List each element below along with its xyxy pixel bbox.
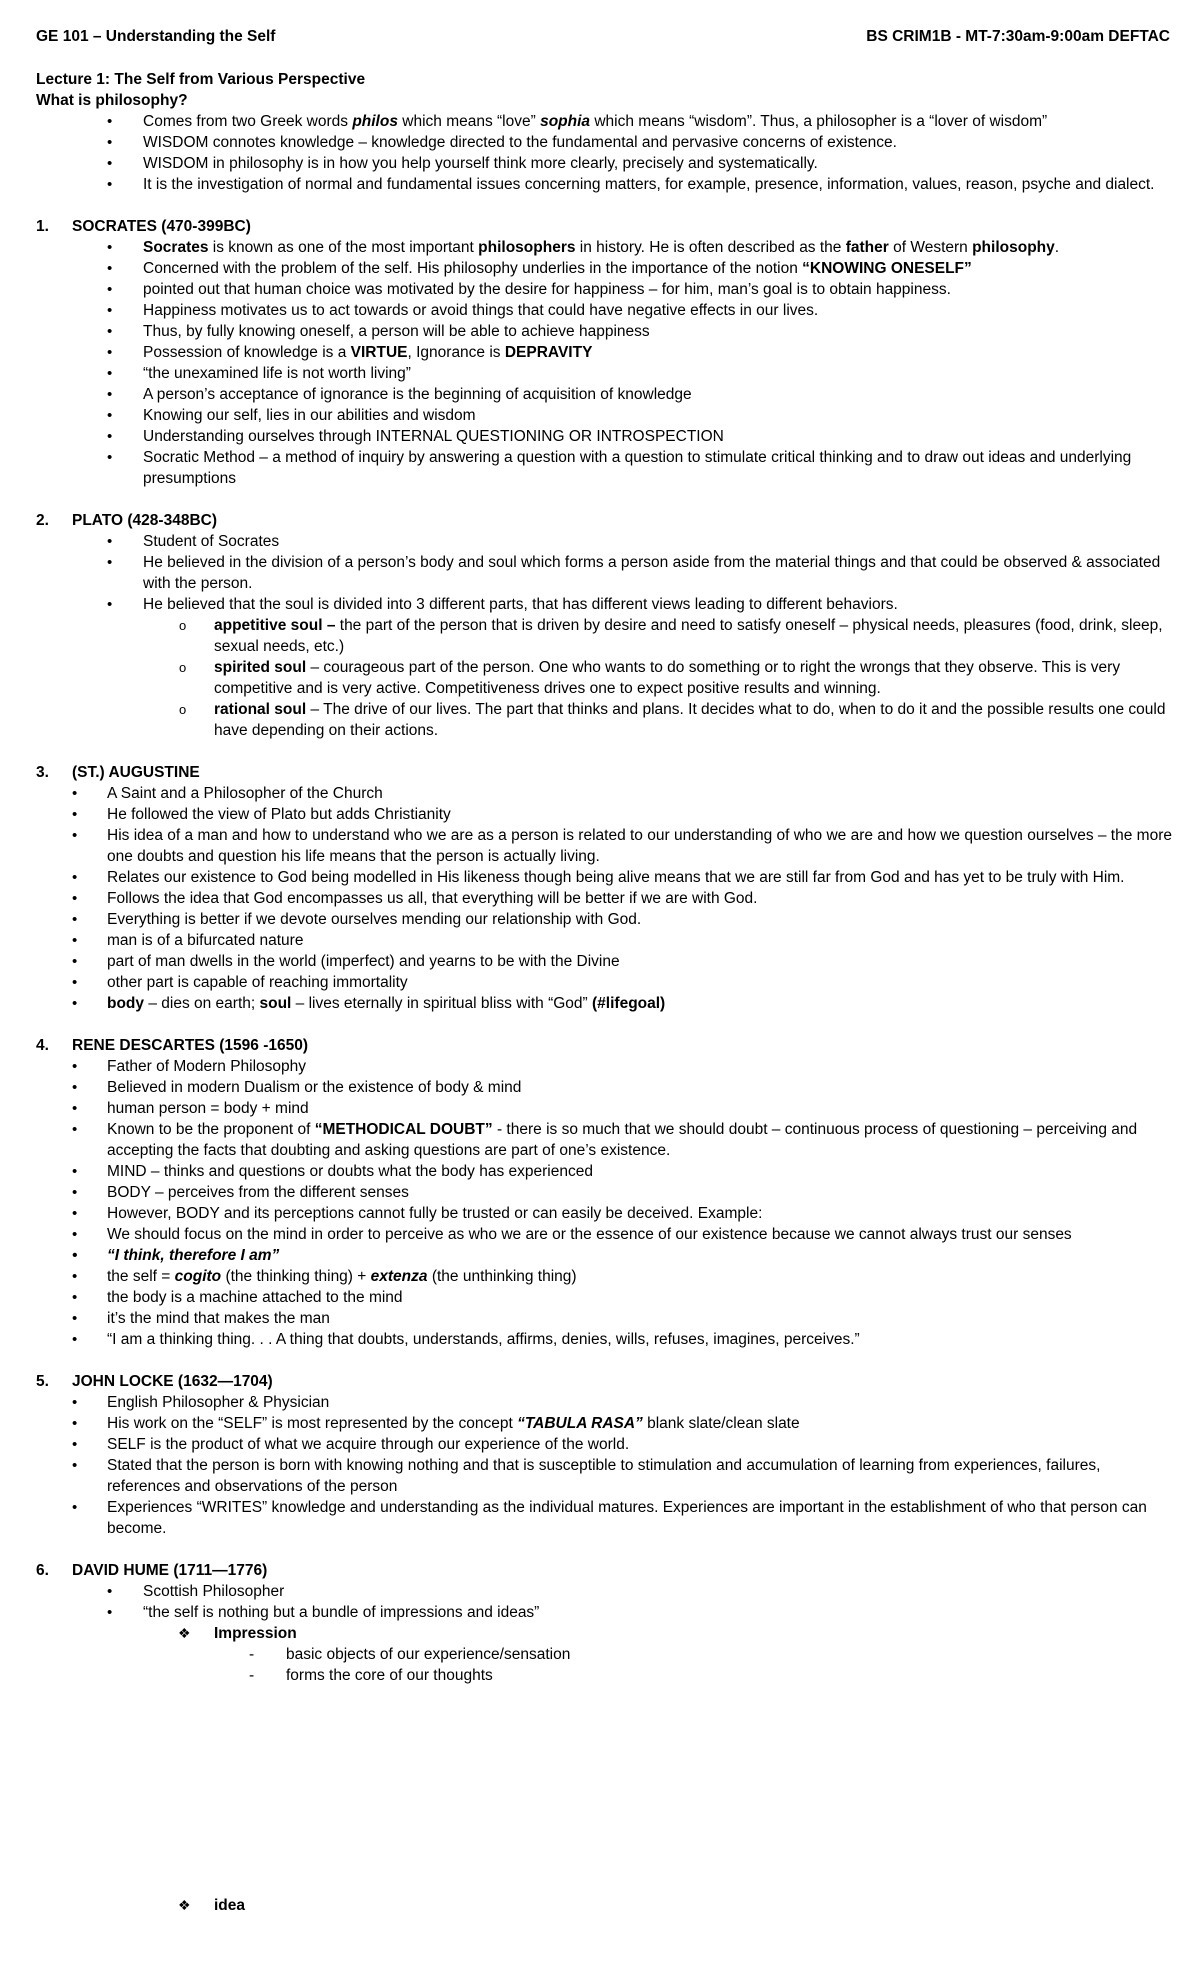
list-item: • His idea of a man and how to understand who we are as a person is related to our understanding of who we are and how we question ourselves – the more one doubts and question his life means that the person is actually living.: [36, 825, 1172, 867]
list-item: • His work on the “SELF” is most represented by the concept “TABULA RASA” blank slate/clean slate: [36, 1413, 1172, 1434]
list-item: • Scottish Philosopher: [36, 1581, 1172, 1602]
list-item: • pointed out that human choice was motivated by the desire for happiness – for him, man’s goal is to obtain happiness.: [36, 279, 1172, 300]
list-item: • Possession of knowledge is a VIRTUE, Ignorance is DEPRAVITY: [36, 342, 1172, 363]
list-item: • the self = cogito (the thinking thing) + extenza (the unthinking thing): [36, 1266, 1172, 1287]
list-item: • Knowing our self, lies in our abilities and wisdom: [36, 405, 1172, 426]
list-item: • Known to be the proponent of “METHODICAL DOUBT” - there is so much that we should doubt – continuous process of questioning – perceiving and accepting the facts that doubting and asking questions are part of one’s existence.: [36, 1119, 1172, 1161]
list-item: • SELF is the product of what we acquire through our experience of the world.: [36, 1434, 1172, 1455]
list-item: • Stated that the person is born with knowing nothing and that is susceptible to stimulation and accumulation of learning from experiences, failures, references and observations of the person: [36, 1455, 1172, 1497]
document-page: [36, 26, 1172, 1916]
section-plato: [36, 510, 1172, 741]
intro-list: [36, 111, 1172, 195]
list-item: • man is of a bifurcated nature: [36, 930, 1172, 951]
list-item: • “the unexamined life is not worth living”: [36, 363, 1172, 384]
list-item: • BODY – perceives from the different senses: [36, 1182, 1172, 1203]
list-item: • Everything is better if we devote ourselves mending our relationship with God.: [36, 909, 1172, 930]
term-sophia: sophia: [540, 113, 591, 130]
section-heading: 1. SOCRATES (470-399BC): [36, 218, 251, 235]
list-item: • the body is a machine attached to the mind: [36, 1287, 1172, 1308]
list-item: • “the self is nothing but a bundle of impressions and ideas”: [36, 1602, 1172, 1623]
course-title: GE 101 – Understanding the Self: [36, 28, 276, 45]
list-item: • However, BODY and its perceptions cannot fully be trusted or can easily be deceived. Example:: [36, 1203, 1172, 1224]
section-heading: 5. JOHN LOCKE (1632—1704): [36, 1373, 273, 1390]
list-item: • other part is capable of reaching immortality: [36, 972, 1172, 993]
section-locke: [36, 1371, 1172, 1539]
section-heading: 6. DAVID HUME (1711—1776): [36, 1562, 268, 1579]
list-item: • human person = body + mind: [36, 1098, 1172, 1119]
dash-list-item: - basic objects of our experience/sensation: [36, 1644, 1172, 1665]
diamond-list-item: ❖ idea: [36, 1895, 1172, 1916]
list-item: • Happiness motivates us to act towards or avoid things that could have negative effects in our lives.: [36, 300, 1172, 321]
sub-list-item: o rational soul – The drive of our lives. The part that thinks and plans. It decides what to do, when to do it and the possible results one could have depending on their actions.: [36, 699, 1172, 741]
list-item: • English Philosopher & Physician: [36, 1392, 1172, 1413]
section-heading: 2. PLATO (428-348BC): [36, 512, 217, 529]
list-item: • A person’s acceptance of ignorance is the beginning of acquisition of knowledge: [36, 384, 1172, 405]
list-item: • “I am a thinking thing. . . A thing that doubts, understands, affirms, denies, wills, refuses, imagines, perceives.”: [36, 1329, 1172, 1350]
list-item: • Comes from two Greek words philos which means “love” sophia which means “wisdom”. Thus, a philosopher is a “lover of wisdom”: [36, 111, 1172, 132]
list-item: • WISDOM in philosophy is in how you help yourself think more clearly, precisely and systematically.: [36, 153, 1172, 174]
list-item: • He followed the view of Plato but adds Christianity: [36, 804, 1172, 825]
list-item: • Father of Modern Philosophy: [36, 1056, 1172, 1077]
list-item: • Concerned with the problem of the self. His philosophy underlies in the importance of the notion “KNOWING ONESELF”: [36, 258, 1172, 279]
list-item: • WISDOM connotes knowledge – knowledge directed to the fundamental and pervasive concerns of existence.: [36, 132, 1172, 153]
list-item: • Understanding ourselves through INTERNAL QUESTIONING OR INTROSPECTION: [36, 426, 1172, 447]
term-philos: philos: [352, 113, 398, 130]
list-item: • Thus, by fully knowing oneself, a person will be able to achieve happiness: [36, 321, 1172, 342]
list-item: • We should focus on the mind in order to perceive as who we are or the essence of our existence because we cannot always trust our senses: [36, 1224, 1172, 1245]
list-item: • Experiences “WRITES” knowledge and understanding as the individual matures. Experiences are important in the establishment of who that person can become.: [36, 1497, 1172, 1539]
section-question: What is philosophy?: [36, 92, 188, 109]
section-heading: 4. RENE DESCARTES (1596 -1650): [36, 1037, 309, 1054]
list-item: • MIND – thinks and questions or doubts what the body has experienced: [36, 1161, 1172, 1182]
diamond-list-item: ❖ Impression: [36, 1623, 1172, 1644]
list-item: • body – dies on earth; soul – lives eternally in spiritual bliss with “God” (#lifegoal): [36, 993, 1172, 1014]
list-item: • Relates our existence to God being modelled in His likeness though being alive means that we are still far from God and has yet to be truly with Him.: [36, 867, 1172, 888]
list-item: • Socrates is known as one of the most important philosophers in history. He is often described as the father of Western philosophy.: [36, 237, 1172, 258]
list-item: • Student of Socrates: [36, 531, 1172, 552]
list-item: • He believed that the soul is divided into 3 different parts, that has different views leading to different behaviors.: [36, 594, 1172, 615]
class-schedule: BS CRIM1B - MT-7:30am-9:00am DEFTAC: [866, 28, 1170, 45]
dash-list-item: - forms the core of our thoughts: [36, 1665, 1172, 1686]
list-item: • Believed in modern Dualism or the existence of body & mind: [36, 1077, 1172, 1098]
section-augustine: [36, 762, 1172, 1014]
page-header: [36, 26, 1172, 47]
list-item: • “I think, therefore I am”: [36, 1245, 1172, 1266]
lecture-title: Lecture 1: The Self from Various Perspective: [36, 71, 366, 88]
list-item: • Socratic Method – a method of inquiry by answering a question with a question to stimulate critical thinking and to draw out ideas and underlying presumptions: [36, 447, 1172, 489]
list-item: • Follows the idea that God encompasses us all, that everything will be better if we are with God.: [36, 888, 1172, 909]
section-socrates: [36, 216, 1172, 489]
section-hume: [36, 1560, 1172, 1916]
sub-list-item: o appetitive soul – the part of the person that is driven by desire and need to satisfy oneself – physical needs, pleasures (food, drink, sleep, sexual needs, etc.): [36, 615, 1172, 657]
list-item: • it’s the mind that makes the man: [36, 1308, 1172, 1329]
list-item: • He believed in the division of a person’s body and soul which forms a person aside from the material things and that could be observed & associated with the person.: [36, 552, 1172, 594]
list-item: • It is the investigation of normal and fundamental issues concerning matters, for example, presence, information, values, reason, psyche and dialect.: [36, 174, 1172, 195]
list-item: • A Saint and a Philosopher of the Church: [36, 783, 1172, 804]
sub-list-item: o spirited soul – courageous part of the person. One who wants to do something or to right the wrongs that they observe. This is very competitive and is very active. Competitiveness drives one to expect positive results and winning.: [36, 657, 1172, 699]
list-item: • part of man dwells in the world (imperfect) and yearns to be with the Divine: [36, 951, 1172, 972]
section-heading: 3. (ST.) AUGUSTINE: [36, 764, 200, 781]
section-descartes: [36, 1035, 1172, 1350]
